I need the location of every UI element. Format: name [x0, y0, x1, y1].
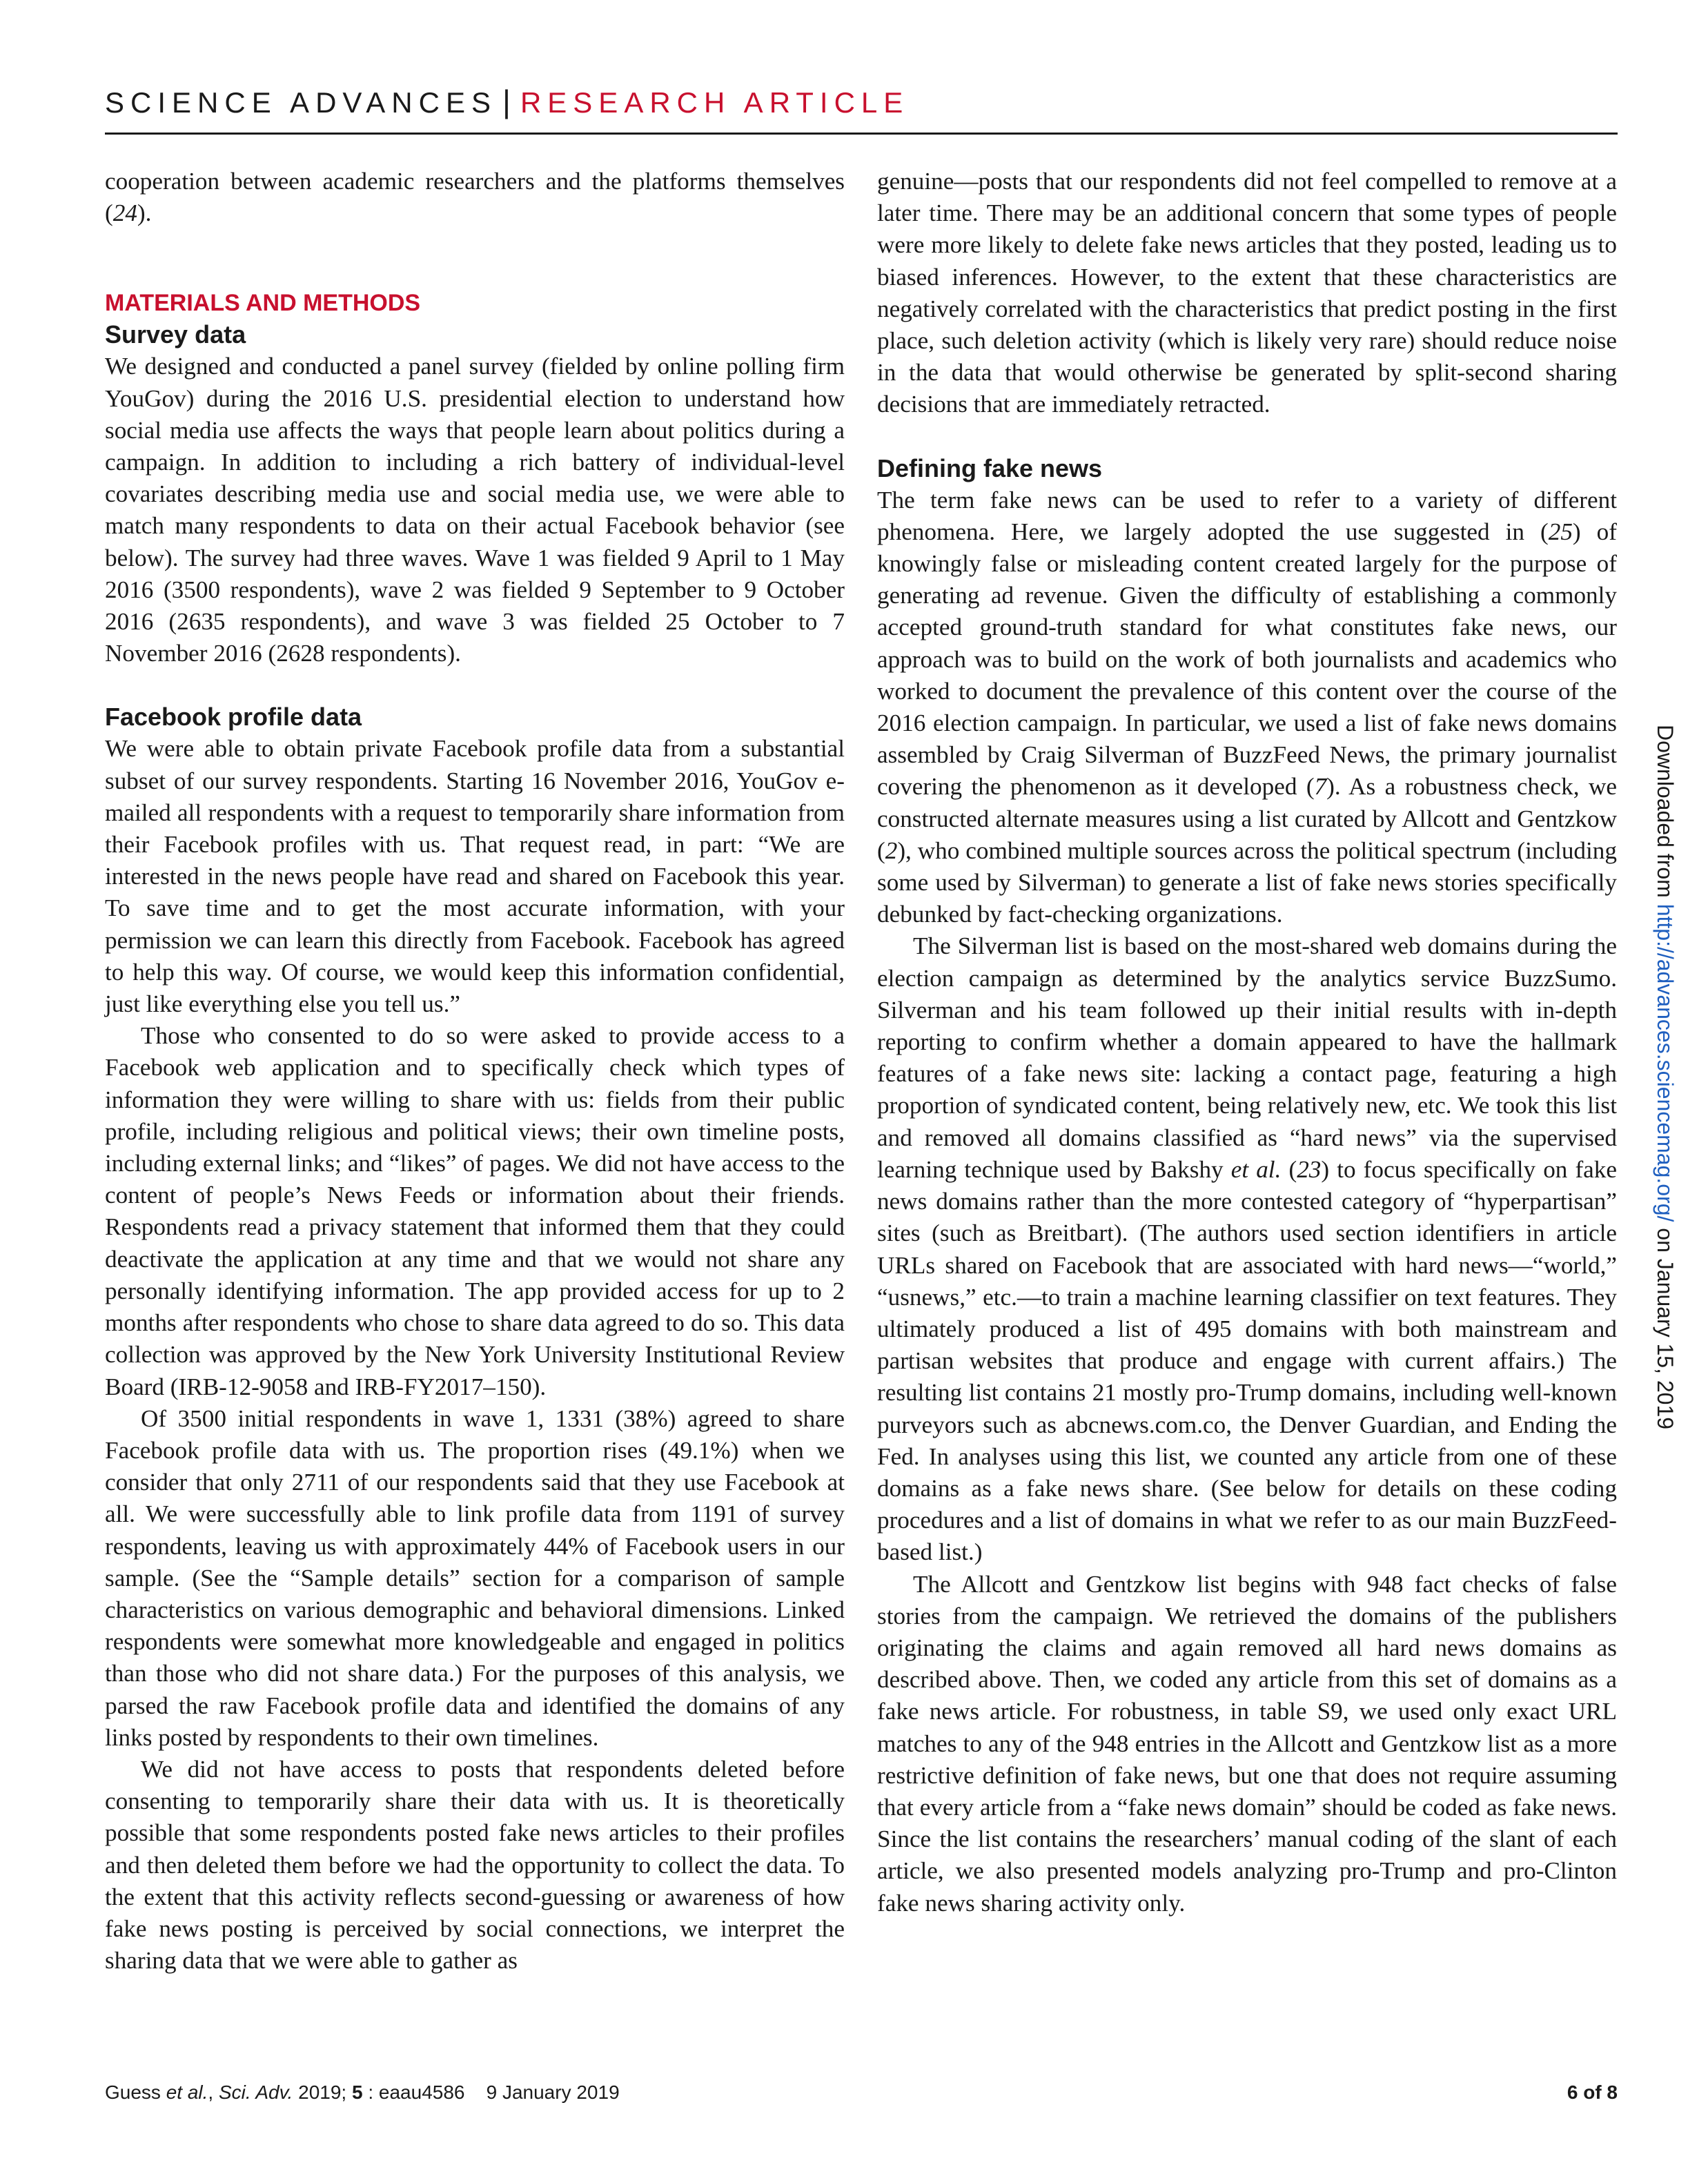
citation[interactable]: 24	[112, 199, 137, 227]
subsection-heading: Defining fake news	[877, 453, 1103, 482]
paragraph: Of 3500 initial respondents in wave 1, 1331 (38%) agreed to share Facebook profile data with us. The proportion rises (49.1%) when we consider that only 2711 of our respondents said that they use Facebook at all. We were successfully able to link profile data from 1191 of survey respondents, leaving us with approximately 44% of Facebook users in our sample. (See the “Sample details” section for a comparison of sample characteristics on various demographic and behavioral dimensions. Linked respondents were somewhat more knowledgeable and engaged in politics than those who did not share data.) For the purposes of this analysis, we parsed the raw Facebook profile data and identified the domains of any links posted by respondents to their own timelines.	[105, 1404, 845, 1751]
subsection-heading: Facebook profile data	[105, 703, 362, 732]
page-number: 6 of 8	[1567, 2082, 1618, 2103]
header-rule	[105, 133, 1618, 135]
subsection-heading: Survey data	[105, 320, 246, 349]
paragraph: The Allcott and Gentzkow list begins with 948 fact checks of false stories from the campaign. We retrieved the domains of the publishers originating the claims and again removed all hard news domains as described above. Then, we coded any article from this set of domains as a fake news article. For robustness, in table S9, we used only exact URL matches to any of the 948 entries in the Allcott and Gentzkow list as a more restrictive definition of fake news, but one that does not require assuming that every article from a “fake news domain” should be coded as fake news. Since the list contains the researchers’ manual coding of the slant of each article, we also presented models analyzing pro-Trump and pro-Clinton fake news sharing activity only.	[877, 1570, 1617, 1917]
footer-citation: Guess et al., Sci. Adv. 2019; 5 : eaau4586 9 January 2019	[105, 2082, 620, 2103]
section-heading: MATERIALS AND METHODS	[105, 290, 421, 317]
paragraph: The term fake news can be used to refer to a variety of different phenomena. Here, we largely adopted the use suggested in (25) of knowingly false or misleading content created largely for the purpose of generating ad revenue. Given the difficulty of establishing a commonly accepted ground-truth standard for what constitutes fake news, our approach was to build on the work of both journalists and academics who worked to document the prevalence of this content over the course of the 2016 election campaign. In particular, we used a list of fake news domains assembled by Craig Silverman of BuzzFeed News, the primary journalist covering the phenomenon as it developed (7). As a robustness check, we constructed alternate measures using a list curated by Allcott and Gentzkow (2), who combined multiple sources across the political spectrum (including some used by Silverman) to generate a list of fake news stories specifically debunked by fact-checking organizations.	[877, 486, 1617, 928]
footer-date: 9 January 2019	[486, 2082, 620, 2103]
paragraph: Those who consented to do so were asked to provide access to a Facebook web application and to specifically check which types of information they were willing to share with us: fields from their public profile, including religious and political views; their own timeline posts, including external links; and “likes” of pages. We did not have access to the content of people’s News Feeds or information about their friends. Respondents read a privacy statement that informed them that they could deactivate the application at any time and that we would not share any personally identifying information. The app provided access for up to 2 months after respondents who chose to share data agreed to do so. This data collection was approved by the New York University Institutional Review Board (IRB-12-9058 and IRB-FY2017–150).	[105, 1022, 845, 1400]
download-link[interactable]: http://advances.sciencemag.org/	[1653, 903, 1678, 1222]
journal-name: SCIENCE ADVANCES	[105, 86, 497, 119]
left-column	[105, 166, 845, 1977]
paragraph: We did not have access to posts that respondents deleted before consenting to temporarily share their data with us. It is theoretically possible that some respondents posted fake news articles to their profiles and then deleted them before we had the opportunity to collect the data. To the extent that this activity reflects second-guessing or awareness of how fake news posting is perceived by social connections, we interpret the sharing data that we were able to gather as	[105, 1755, 845, 1975]
paragraph: The Silverman list is based on the most-shared web domains during the election campaign as determined by the analytics service BuzzSumo. Silverman and his team followed up their initial results with in-depth reporting to confirm whether a domain appeared to have the hallmark features of a fake news site: lacking a contact page, featuring a high proportion of syndicated content, being relatively new, etc. We took this list and removed all domains classified as “hard news” via the supervised learning technique used by Bakshy et al. (23) to focus specifically on fake news domains rather than the more contested category of “hyperpartisan” sites (such as Breitbart). (The authors used section identifiers in article URLs shared on Facebook that are associated with hard news—“world,” “usnews,” etc.—to train a machine learning classifier on text features. They ultimately produced a list of 495 domains with both mainstream and partisan websites that produce and engage with current affairs.) The resulting list contains 21 mostly pro-Trump domains, including well-known purveyors such as abcnews.com.co, the Denver Guardian, and Ending the Fed. In analyses using this list, we counted any article from one of these domains as a fake news share. (See below for details on these coding procedures and a list of domains in what we refer to as our main BuzzFeed-based list.)	[877, 932, 1618, 1566]
header-separator: |	[502, 84, 511, 119]
paragraph: genuine—posts that our respondents did not feel compelled to remove at a later time. There may be an additional concern that some types of people were more likely to delete fake news articles that they posted, leading us to biased inferences. However, to the extent that these characteristics are negatively correlated with the characteristics that predict posting in the first place, such deletion activity (which is likely very rare) should reduce noise in the data that would otherwise be generated by split-second sharing decisions that are immediately retracted.	[877, 168, 1617, 418]
paragraph: We designed and conducted a panel survey (fielded by online polling firm YouGov) during the 2016 U.S. presidential election to understand how social media use affects the ways that people learn about politics during a campaign. In addition to including a rich battery of individual-level covariates describing media use and social media use, we were able to match many respondents to data on their actual Facebook behavior (see below). The survey had three waves. Wave 1 was fielded 9 April to 1 May 2016 (3500 respondents), wave 2 was fielded 9 September to 9 October 2016 (2635 respondents), and wave 3 was fielded 25 October to 7 November 2016 (2628 respondents).	[105, 353, 845, 667]
citation[interactable]: 23	[1297, 1155, 1322, 1183]
paragraph: We were able to obtain private Facebook profile data from a substantial subset of our survey respondents. Starting 16 November 2016, YouGov e-mailed all respondents with a request to temporarily share information from their Facebook profiles with us. That request read, in part: “We are interested in the news people have read and shared on Facebook this year. To save time and to get the most accurate information, with your permission we can learn this directly from Facebook. Facebook has agreed to help this way. Of course, we would keep this information confidential, just like everything else you tell us.”	[105, 735, 845, 1018]
citation[interactable]: 25	[1548, 518, 1573, 545]
intro-paragraph: cooperation between academic researchers and the platforms themselves (24).	[105, 168, 845, 227]
right-column	[877, 166, 1617, 1919]
download-notice: Downloaded from http://advances.sciencemag.org/ on January 15, 2019	[1653, 725, 1678, 1430]
article-section: RESEARCH ARTICLE	[520, 86, 910, 119]
page-header	[105, 83, 1618, 131]
citation[interactable]: 2	[885, 836, 898, 864]
citation[interactable]: 7	[1314, 773, 1327, 801]
